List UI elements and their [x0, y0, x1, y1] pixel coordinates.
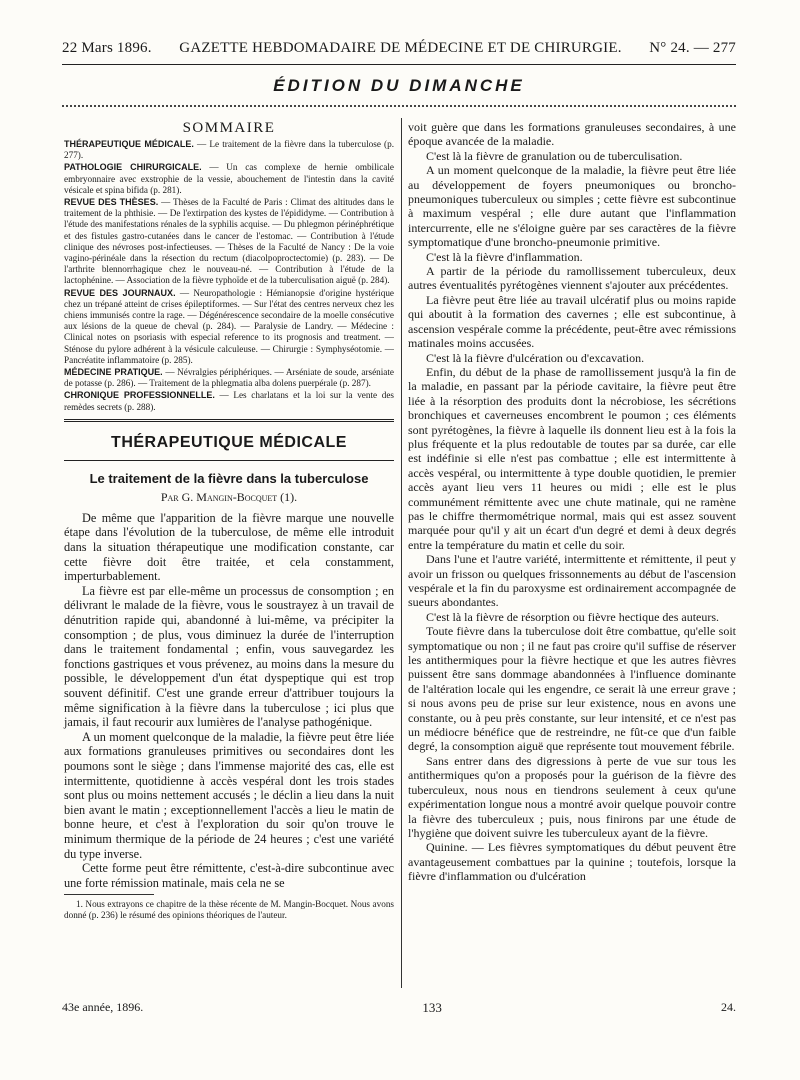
article-body-left: [64, 511, 394, 890]
sommaire-entry-text: — Les charlatans et la loi sur la vente des remèdes secrets (p. 288).: [64, 390, 395, 412]
section-rule: [64, 460, 394, 461]
footnote: 1. Nous extrayons ce chapitre de la thèse récente de M. Mangin-Bocquet. Nous avons donné (p. 236) le résumé des opinions théoriques de l'auteur.: [64, 899, 394, 921]
article-title: Le traitement de la fièvre dans la tuberculose: [89, 470, 369, 486]
paragraph: C'est là la fièvre de résorption ou fièvre hectique des auteurs.: [426, 609, 720, 624]
paragraph: Dans l'une et l'autre variété, intermittente et rémittente, il peut y avoir un frisson ou quelques frissonnements au début de l'ascension vespérale et la fin du paroxysme est ordinairement accompagnée de sueurs abondantes.: [408, 552, 736, 610]
paragraph: Toute fièvre dans la tuberculose doit être combattue, qu'elle soit symptomatique ou non ; il ne faut pas croire qu'il suffise de réserver les antithermiques pour la fièvre hectique et que les autres fièvres puissent être sans dommage abandonnées à l'influence dominante de l'altération locale qui les engendre, ce serait là une erreur grave ; si nous avons peu de prise sur leur existence, nous en avons une constante, ou à peu près constante, sur leur intensité, et ce n'est pas un médiocre bénéfice que de restreindre, ne fût-ce que d'un faible degré, la consomption aiguë que représente tout mouvement fébrile.: [408, 624, 736, 754]
paragraph: C'est là la fièvre de granulation ou de tuberculisation.: [426, 148, 683, 163]
paragraph: De même que l'apparition de la fièvre marque une nouvelle étape dans l'évolution de la tuberculose, de même elle introduit dans la situation thérapeutique une modification constante, car cette fièvre doit être traitée, et cela constamment, imperturbablement.: [64, 510, 394, 584]
sommaire-entry-text: — Un cas complexe de hernie ombilicale embryonnaire avec exstrophie de la vessie, abouchement de l'intestin dans la cavité vésicale et spina bifida (p. 281).: [64, 162, 395, 195]
sommaire-list: [64, 139, 394, 413]
edition-banner: ÉDITION DU DIMANCHE: [273, 76, 525, 95]
paragraph: Quinine. — Les fièvres symptomatiques du début peuvent être avantageusement combattues par la quinine ; toutefois, lorsque la fièvre d'inflammation ou d'ulcération: [408, 840, 736, 884]
sommaire-entry: [64, 288, 394, 366]
paragraph: A un moment quelconque de la maladie, la fièvre peut être liée au développement de foyers pneumoniques ou broncho-pneumoniques tuberculeux ou simples ; cette fièvre est subcontinue à maximum vespéral ; elle dure autant que l'inflammation intercurrente, elle ne s'éloigne guère par ses caractères de la fièvre symptomatique d'une broncho-pneumonie primitive.: [408, 163, 736, 250]
header-page-number: N° 24. — 277: [649, 40, 736, 56]
paragraph: C'est là la fièvre d'ulcération ou d'excavation.: [426, 350, 645, 365]
article-byline: Par G. Mangin-Bocquet (1).: [160, 489, 298, 504]
sommaire-entry-heading: REVUE DES JOURNAUX.: [64, 287, 176, 298]
sommaire-entry-heading: PATHOLOGIE CHIRURGICALE.: [64, 162, 202, 173]
sommaire-entry-text: — Le traitement de la fièvre dans la tuberculose (p. 277).: [64, 139, 394, 161]
running-header: [62, 40, 736, 62]
left-column: [64, 120, 394, 921]
dotted-separator: [62, 105, 736, 107]
paragraph: C'est là la fièvre d'inflammation.: [426, 249, 583, 264]
sommaire-entry-text: — Névralgies périphériques. — Arséniate de soude, arséniate de potasse (p. 286). — Traitement de la phlegmatia alba dolens puerpérale (p. 287).: [64, 367, 394, 389]
right-column: [408, 120, 736, 884]
footer-issue: 24.: [721, 1000, 736, 1014]
paragraph: voit guère que dans les formations granuleuses secondaires, à une époque avancée de la maladie.: [408, 120, 736, 149]
running-footer: [62, 1000, 736, 1020]
paragraph: A partir de la période du ramollissement tuberculeux, deux autres éventualités pyrétogènes viennent s'ajouter aux précédentes.: [408, 264, 736, 293]
sommaire-entry-heading: CHRONIQUE PROFESSIONNELLE.: [64, 390, 215, 401]
section-title: THÉRAPEUTIQUE MÉDICALE: [111, 433, 347, 451]
paragraph: Cette forme peut être rémittente, c'est-à-dire subcontinue avec une forte rémission matinale, mais cela ne se: [64, 861, 394, 890]
sommaire-entry-heading: REVUE DES THÈSES.: [64, 197, 159, 208]
paragraph: La fièvre peut être liée au travail ulcératif plus ou moins rapide qui aboutit à la formation des cavernes ; elle est subcontinue, à ascension vespérale comme la précédente, peut-être avec rémissions matinales moins accusées.: [408, 292, 736, 351]
header-journal-title: GAZETTE HEBDOMADAIRE DE MÉDECINE ET DE CHIRURGIE.: [179, 40, 622, 56]
sommaire-entry: [64, 390, 394, 412]
sommaire-entry-text: — Neuropathologie : Hémianopsie d'origine hystérique chez un trépané atteint de crises épileptiformes. — Sur l'état des centres nerveux chez les chiens immunisés contre la rage. — Dégénérescence secondaire de la moelle consécutive aux lésions de la queue de cheval (p. 284). — Paralysie de Landry. — Médecine : Clinical notes on psoriasis with especial reference to its prognosis and treatment. — Sténose du pylore adhérent à la vésicule calculeuse. — Chirurgie : Symphyséotomie. — Pancréatite inflammatoire (p. 285).: [64, 287, 394, 365]
header-rule: [62, 64, 736, 65]
paragraph: Enfin, du début de la phase de ramollissement jusqu'à la fin de la maladie, en passant par la période cavitaire, la fièvre peut être liée à la résorption des produits dont la nécrobiose, les sécrétions bronchiques et caverneuses encombrent le poumon ; ces éléments sont pyrétogènes, la fièvre à laquelle ils donnent lieu est à la fois la plus fréquente et la plus redoutable de toutes par sa durée, car elle est indéfinie si elle n'est pas combattue ; elle est intermittente à accès vespéral, ou intermittente à type double quotidien, le premier accès ayant lieu vers 11 heures ou midi ; elle est le plus communément rémittente avec une chute matinale, qui ne ramène pas le chiffre thermométrique normal, mais qui est assez souvent marquée pour qu'il y ait un écart d'un degré et demi à deux degrés entre la température du matin et celle du soir.: [408, 364, 736, 552]
header-date: 22 Mars 1896.: [62, 40, 152, 56]
paragraph: Sans entrer dans des digressions à perte de vue sur tous les antithermiques qu'on a proposés pour la guérison de la fièvre des tuberculeux, nous nous en tiendrons seulement à ceux qu'une expérimentation longue nous a montré avoir quelque pouvoir contre la fièvre des tuberculeux ; puis, nous finirons par une étude de l'hygiène que doivent suivre les tuberculeux ayant de la fièvre.: [408, 753, 736, 840]
footnote-rule: [64, 894, 154, 895]
paragraph: A un moment quelconque de la maladie, la fièvre peut être liée aux formations granuleuses primitives ou secondaires dont les poumons sont le siège ; dans l'immense majorité des cas, elle est intermittente, quotidienne à accès vespéral dont les trois stades sont plus ou moins nettement accusés ; le déclin a lieu dans la nuit bien avant le matin ; exceptionnellement l'accès a lieu le matin de bonne heure, et c'est à l'exploration du soir qu'on trouve le minimum thermique de la période de 24 heures ; c'est une variété du type inverse.: [64, 729, 394, 861]
sommaire-entry-heading: MÉDECINE PRATIQUE.: [64, 367, 163, 378]
sommaire-entry: [64, 139, 394, 161]
sommaire-entry: [64, 197, 394, 287]
sommaire-entry-text: — Thèses de la Faculté de Paris : Climat des altitudes dans le traitement de la phthisie. — De l'extirpation des kystes de l'épididyme. — Contribution à l'étude des manifestations rénales de la syphilis acquise. — Du phlegmon périnéphrétique et des fistules gastro-cutanées dans le cancer de l'estomac. — Contribution à l'étude clinique des névroses post-infectieuses. — Thèses de la Faculté de Nancy : De la voie vagino-périnéale dans la résection du rectum (diacolpoproctectomie) (p. 283). — De l'arthrite blennorrhagique chez le nouveau-né. — Contribution à l'étude de la lactophénine. — Association de la fièvre typhoïde et de la tuberculisation aiguë (p. 284).: [64, 197, 394, 286]
footer-folio: 133: [422, 1000, 442, 1015]
footer-volume: 43e année, 1896.: [62, 1000, 144, 1014]
sommaire-entry-heading: THÉRAPEUTIQUE MÉDICALE.: [64, 139, 194, 149]
article-body-right: [408, 120, 736, 884]
sommaire-rule: [64, 419, 394, 422]
paragraph: La fièvre est par elle-même un processus de consomption ; en délivrant le malade de la fièvre, vous le soustrayez à un travail de dénutrition rapide qui, abandonné à lui-même, va précipiter la consomption ; de plus, vous diminuez la durée de l'interruption dans le traitement fondamental ; enfin, vous sauvegardez les fonctions gastriques et vous prévenez, au moins dans la mesure du possible, le développement d'un état dyspeptique qui est trop souvent définitif. C'est une grande erreur d'attribuer toujours la même signification à la fièvre dans la tuberculose ; ici plus que jamais, il faut recourir aux lumières de l'analyse pathogénique.: [64, 583, 394, 730]
column-divider: [401, 118, 402, 988]
sommaire-entry: [64, 367, 394, 389]
sommaire-title: SOMMAIRE: [182, 120, 276, 136]
sommaire-entry: [64, 162, 394, 196]
